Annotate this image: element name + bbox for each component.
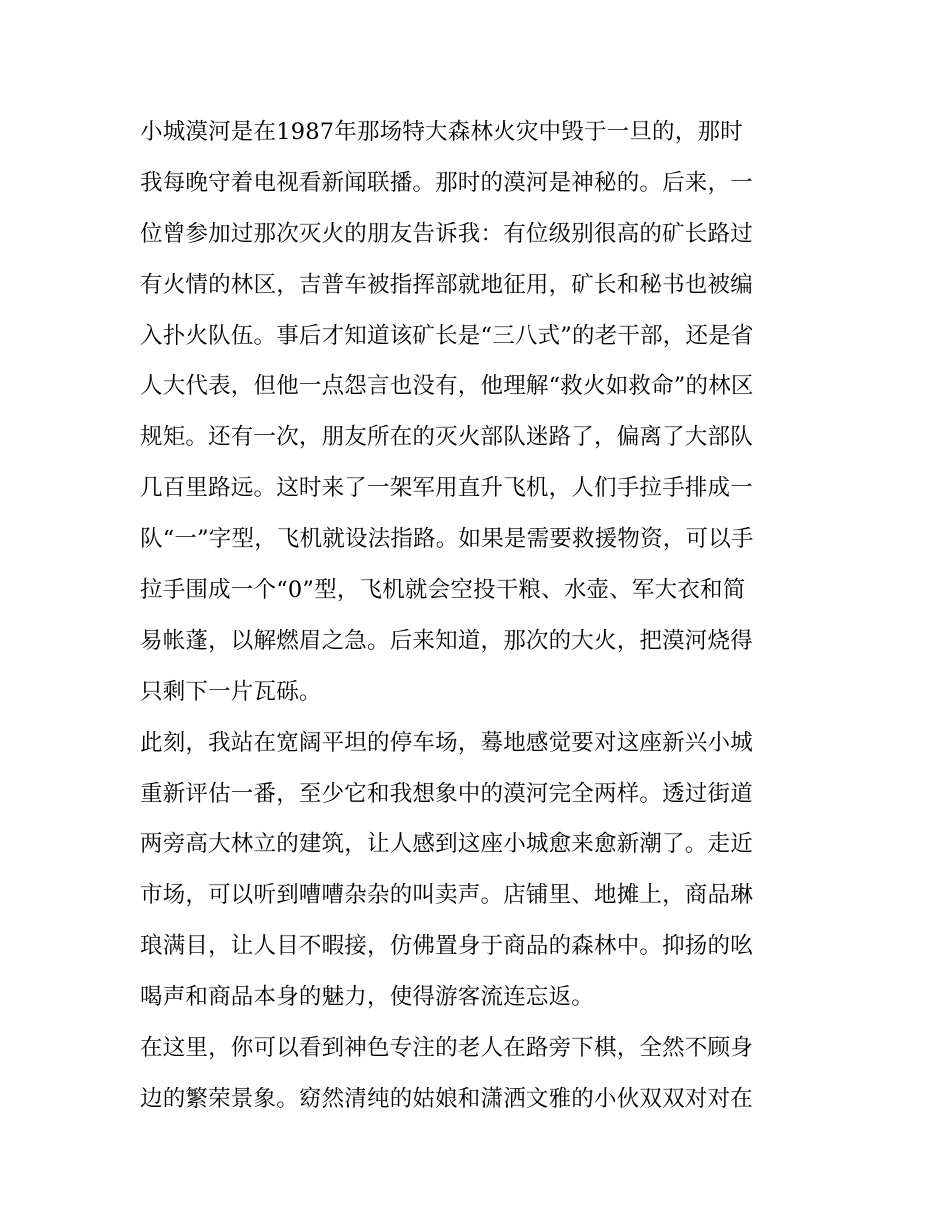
text-line: 几百里路远。这时来了一架军用直升飞机，人们手拉手排成一 <box>140 475 753 502</box>
text-line: 边的繁荣景象。窈然清纯的姑娘和潇洒文雅的小伙双双对对在 <box>140 1085 753 1112</box>
text-line: 重新评估一番，至少它和我想象中的漠河完全两样。透过街道 <box>140 780 753 807</box>
text-line: 位曾参加过那次灭火的朋友告诉我：有位级别很高的矿长路过 <box>140 220 753 247</box>
document-body <box>140 107 814 1125</box>
text-line: 入扑火队伍。事后才知道该矿长是“三八式”的老干部，还是省 <box>140 322 754 349</box>
text-line: 此刻，我站在宽阔平坦的停车场，蓦地感觉要对这座新兴小城 <box>140 729 753 756</box>
text-line: 两旁高大林立的建筑，让人感到这座小城愈来愈新潮了。走近 <box>140 831 753 858</box>
text-line: 有火情的林区，吉普车被指挥部就地征用，矿长和秘书也被编 <box>140 271 753 298</box>
text-line: 拉手围成一个“0”型，飞机就会空投干粮、水壶、军大衣和简 <box>140 577 746 604</box>
text-line: 市场，可以听到嘈嘈杂杂的叫卖声。店铺里、地摊上，商品琳 <box>140 882 753 909</box>
text-line: 队“一”字型，飞机就设法指路。如果是需要救援物资，可以手 <box>140 526 754 553</box>
text-line: 我每晚守着电视看新闻联播。那时的漠河是神秘的。后来，一 <box>140 169 753 196</box>
text-line: 琅满目，让人目不暇接，仿佛置身于商品的森林中。抑扬的吆 <box>140 933 753 960</box>
text-line: 易帐蓬，以解燃眉之急。后来知道，那次的大火，把漠河烧得 <box>140 627 753 654</box>
text-line: 小城漠河是在1987年那场特大森林火灾中毁于一旦的，那时 <box>140 119 743 145</box>
text-line: 在这里，你可以看到神色专注的老人在路旁下棋，全然不顾身 <box>140 1035 753 1062</box>
paragraph-2 <box>140 718 814 1023</box>
paragraph-1 <box>140 107 814 718</box>
text-line: 只剩下一片瓦砾。 <box>140 678 322 705</box>
text-line: 规矩。还有一次，朋友所在的灭火部队迷路了，偏离了大部队 <box>140 424 753 451</box>
text-line: 人大代表，但他一点怨言也没有，他理解“救火如救命”的林区 <box>140 373 754 400</box>
text-line: 喝声和商品本身的魅力，使得游客流连忘返。 <box>140 984 595 1011</box>
paragraph-3 <box>140 1023 814 1125</box>
